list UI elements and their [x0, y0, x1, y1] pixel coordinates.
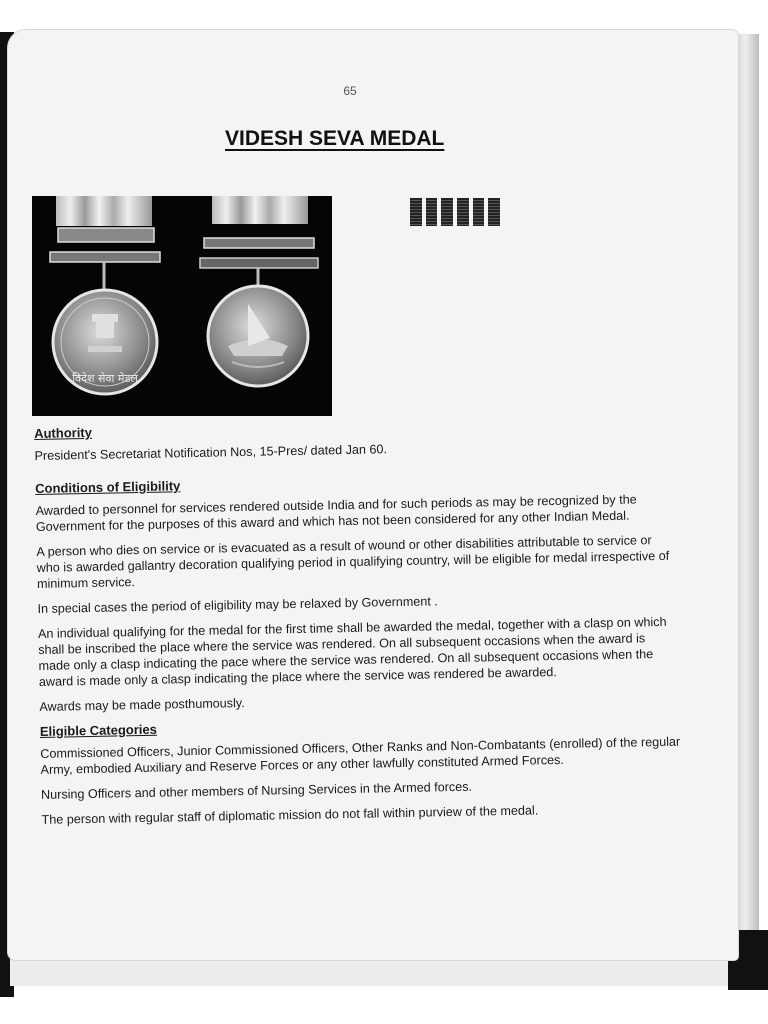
page-title: VIDESH SEVA MEDAL: [225, 127, 445, 150]
eligibility-paragraph: In special cases the period of eligibility may be relaxed by Government .: [37, 594, 438, 616]
medal-illustration: [32, 196, 332, 416]
eligibility-paragraph: Awarded to personnel for services rendered outside India and for such periods as may be recognized by the Government for the purposes of this award and which has not been considered for any other Indian Medal.: [35, 492, 637, 534]
medal-photograph: [32, 196, 332, 416]
document-body: [34, 414, 682, 837]
medal-reverse: [200, 196, 318, 386]
eligibility-paragraph: Awards may be made posthumously.: [39, 696, 245, 714]
medal-obverse: [50, 196, 160, 394]
eligibility-paragraph: An individual qualifying for the medal for the first time shall be awarded the medal, together with a clasp on which shall be inscribed the place where the service was rendered. On all subsequent occasions when the award is made only a clasp indicating the pace where the service was rendered. On all subsequent occasions when the award is made only a clasp indicating the place where the service was rendered be awarded.: [37, 614, 667, 689]
categories-paragraph: The person with regular staff of diplomatic mission do not fall within purview of the medal.: [41, 803, 539, 827]
categories-heading: Eligible Categories: [39, 721, 158, 739]
medal-inscription: विदेश सेवा मेडल: [72, 372, 138, 385]
page-number: 65: [343, 84, 357, 98]
barcode-mark: [410, 198, 500, 226]
eligibility-heading: Conditions of Eligibility: [35, 478, 181, 496]
categories-paragraph: Commissioned Officers, Junior Commissioned Officers, Other Ranks and Non-Combatants (enrolled) of the regular Army, embodied Auxiliary and Reserve Forces or any other lawfully constituted Armed Forces.: [40, 734, 681, 777]
authority-text: President's Secretariat Notification Nos, 15-Pres/ dated Jan 60.: [34, 442, 388, 463]
authority-heading: Authority: [34, 424, 93, 441]
categories-paragraph: Nursing Officers and other members of Nursing Services in the Armed forces.: [40, 779, 473, 802]
eligibility-paragraph: A person who dies on service or is evacuated as a result of wound or other disabilities attributable to service or who is awarded gallantry decoration qualifying period in qualifying country, will be eligible for medal irrespective of minimum service.: [36, 533, 670, 591]
